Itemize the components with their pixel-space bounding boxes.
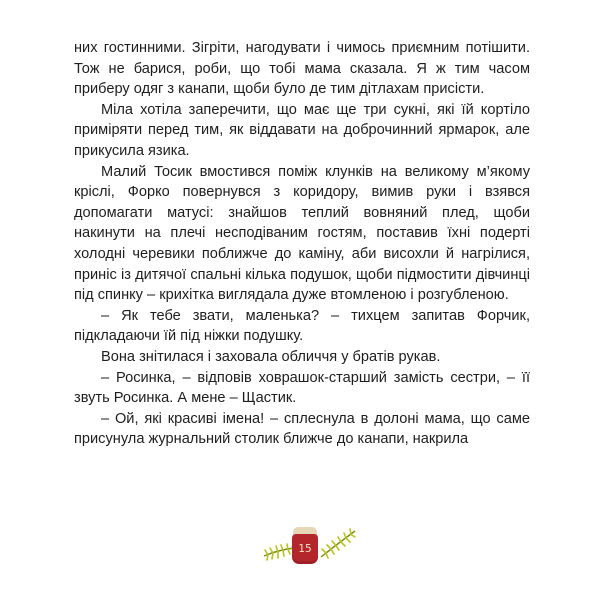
paragraph: них гостинними. Зігріти, нагодувати і чимось приємним потішити. Тож не барися, роби, що тобі мама сказала. Я ж тим часом приберу одяг з канапи, щоби було де тим дітлахам присісти. bbox=[74, 40, 530, 98]
paragraph: – Ой, які красиві імена! – сплеснула в долоні мама, що саме присунула журнальний столик ближче до канапи, накрила bbox=[74, 410, 530, 448]
page-number: 15 bbox=[298, 543, 312, 555]
pine-sprig-left-icon bbox=[262, 540, 296, 562]
paragraph: Малий Тосик вмостився поміж клунків на великому м’якому кріслі, Форко повернувся з коридору, вимив руки і взявся допомагати матусі: знайшов теплий вовняний плед, щоби накинути на плечі несподіваним гостям, поставив їхні подерті холодні черевики поближче до каміну, аби висохли й нагрілися, приніс із дитячої спальні кілька подушок, щоби підмостити дівчинці під спинку – крихітка виглядала дуже втомленою і розгубленою. bbox=[74, 163, 530, 304]
pine-sprig-right-icon bbox=[318, 527, 358, 561]
paragraph: – Росинка, – відповів ховрашок-старший замість сестри, – її звуть Росинка. А мене – Щастик. bbox=[74, 369, 530, 407]
paragraph: Міла хотіла заперечити, що має ще три сукні, які їй кортіло приміряти перед тим, як віддавати на доброчинний ярмарок, але прикусила язика. bbox=[74, 101, 530, 159]
page-text bbox=[74, 38, 530, 450]
paragraph: – Як тебе звати, маленька? – тихцем запитав Форчик, підкладаючи їй під ніжки подушку. bbox=[74, 307, 530, 345]
paragraph: Вона знітилася і заховала обличчя у братів рукав. bbox=[101, 348, 441, 365]
